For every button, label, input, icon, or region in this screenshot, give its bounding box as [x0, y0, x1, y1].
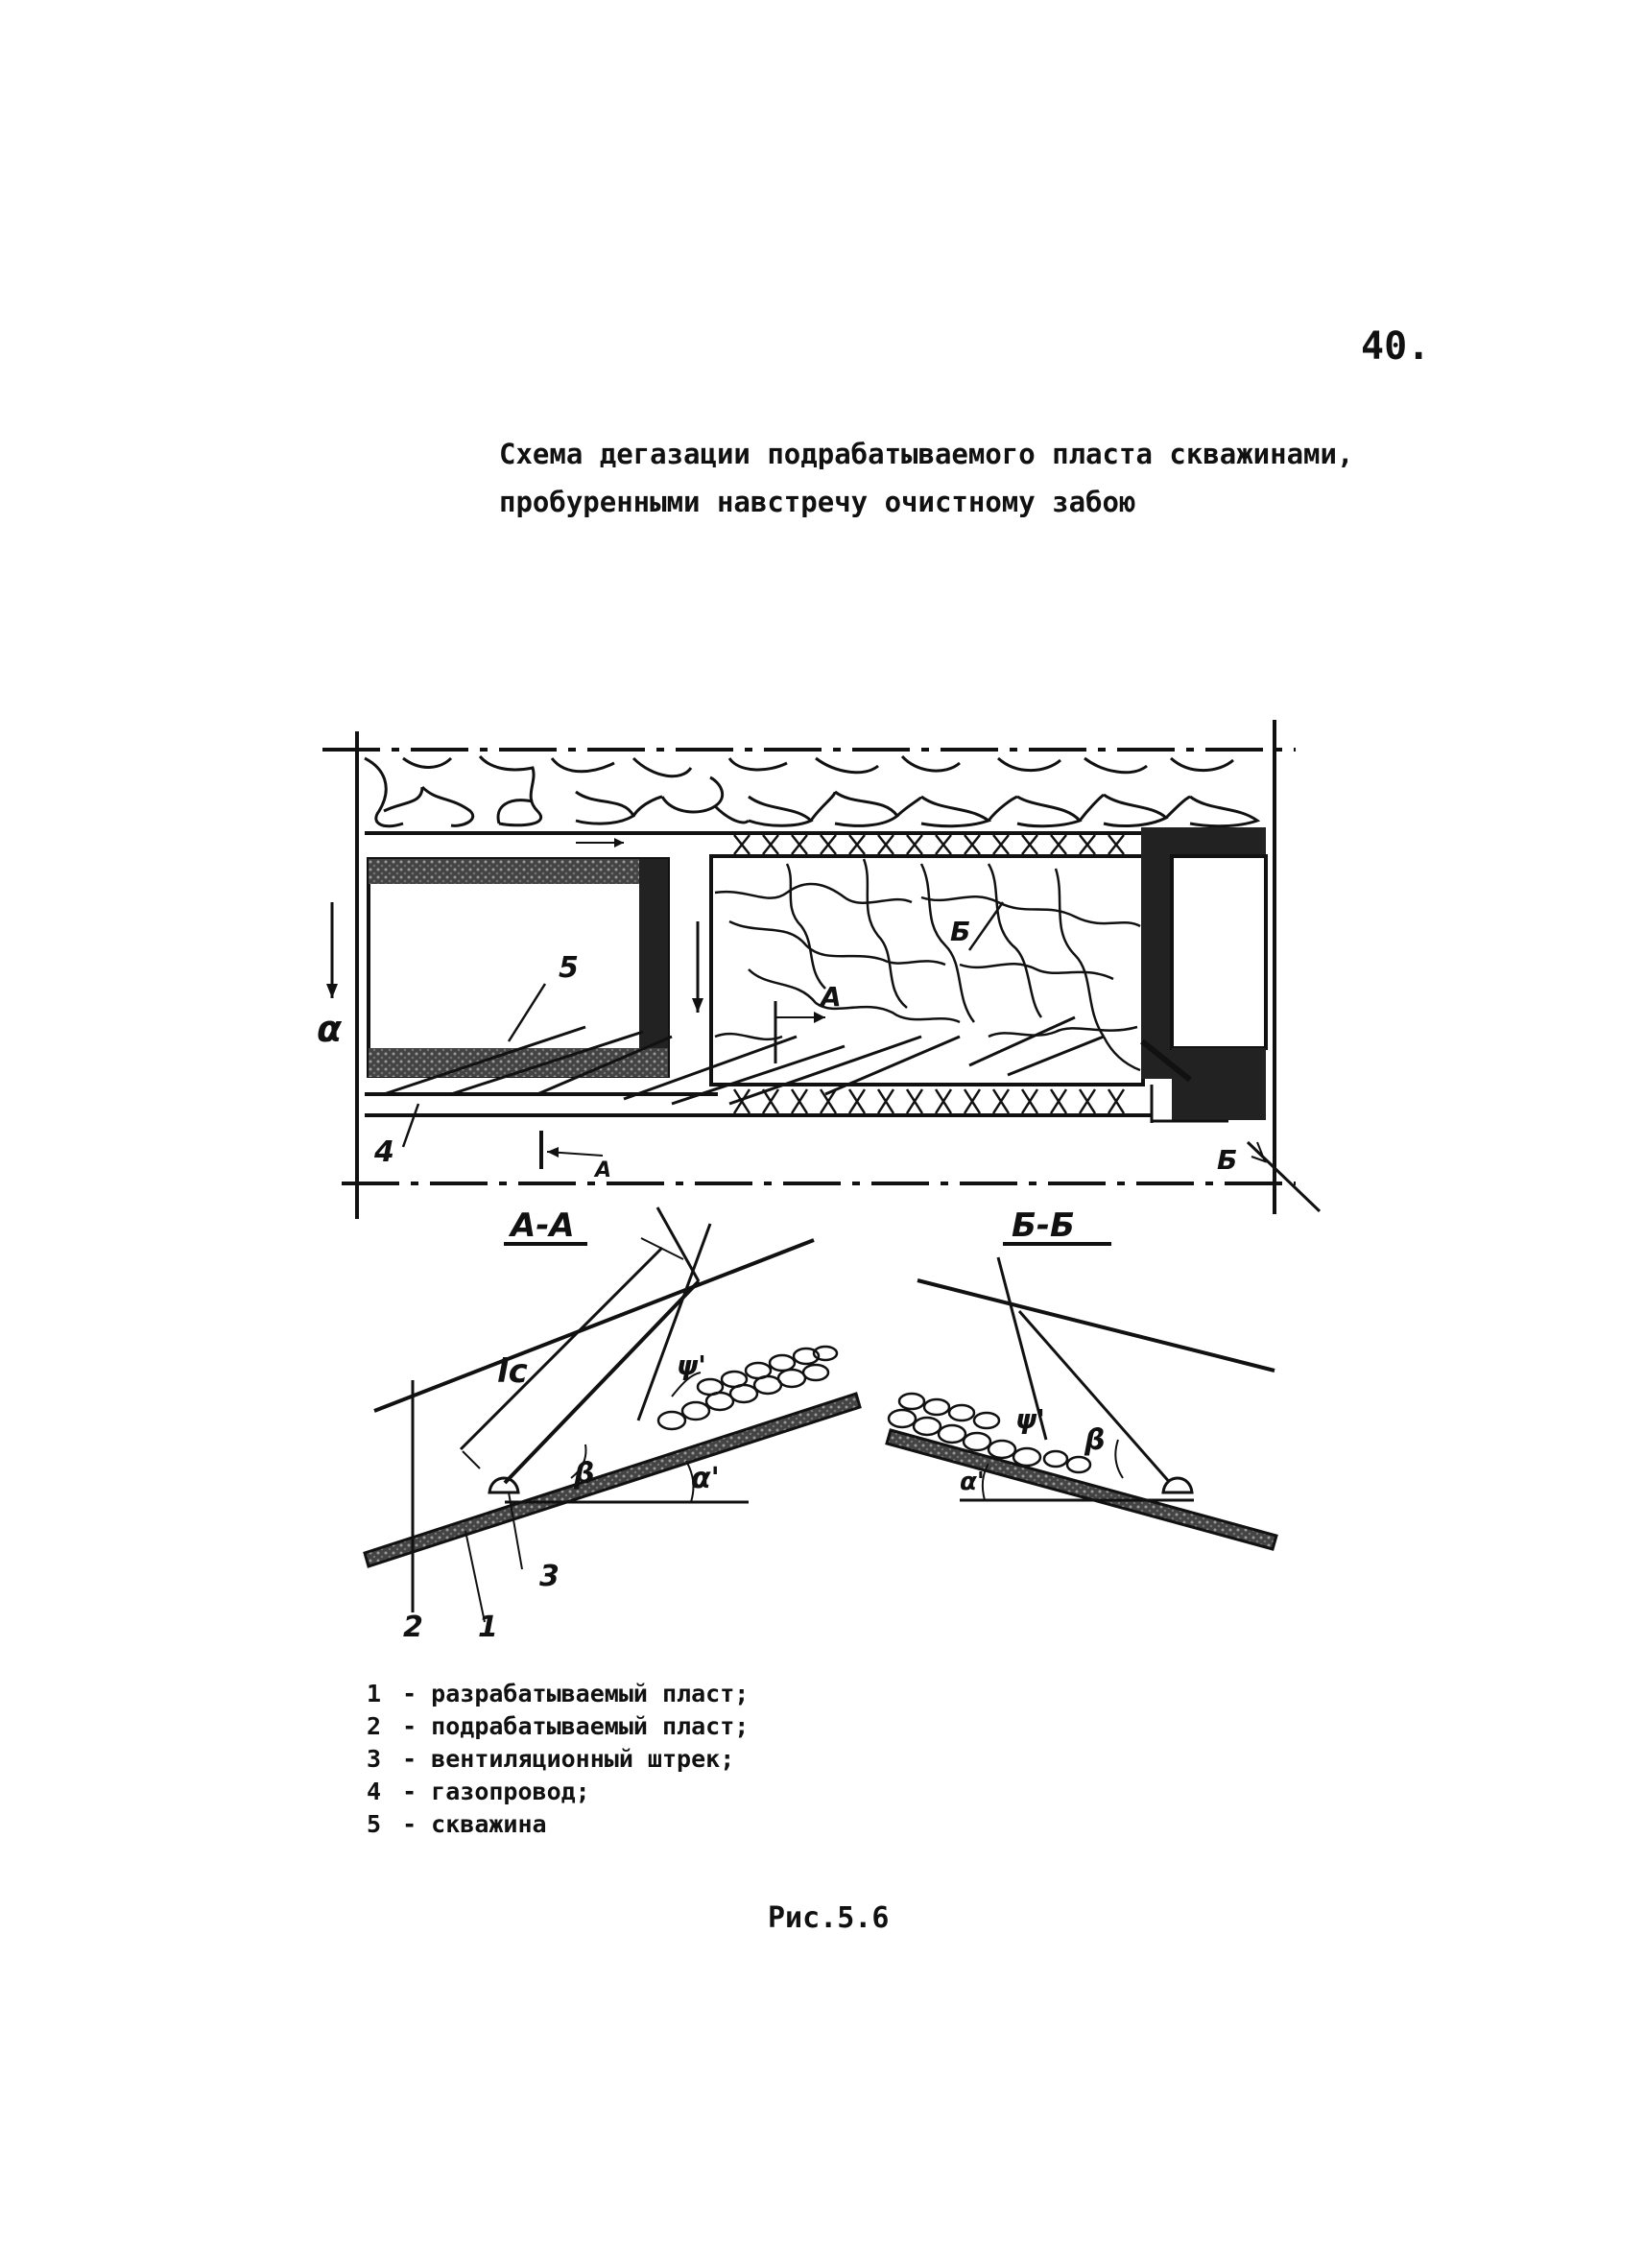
- left-panel-top-hatch: [369, 859, 668, 884]
- aa-roadway: [489, 1478, 518, 1492]
- bb-upper-seam: [917, 1280, 1275, 1371]
- legend-text: - газопровод;: [402, 1778, 590, 1805]
- legend: [367, 1678, 749, 1841]
- right-panel: [1172, 856, 1266, 1048]
- legend-item: [367, 1743, 749, 1776]
- well-label: 5: [559, 951, 579, 985]
- plan-alpha-label: α: [317, 1008, 343, 1050]
- left-panel: [369, 859, 668, 1076]
- aa-lc-label: lc: [497, 1352, 528, 1391]
- aa-psi-label: ψ': [677, 1349, 706, 1381]
- right-face-bottom: [1172, 1048, 1266, 1120]
- section-a-mark-bottom-label: А: [595, 1158, 612, 1182]
- figure-title-line-1: Схема дегазации подрабатываемого пласта скважинами,: [499, 438, 1354, 470]
- bb-psi-label: ψ': [1015, 1403, 1045, 1435]
- section-b-mark-bottom-label: Б: [1217, 1144, 1238, 1176]
- bb-worked-seam: [887, 1430, 1276, 1549]
- aa-beta-label: β: [574, 1457, 595, 1491]
- legend-text: - вентиляционный штрек;: [402, 1745, 735, 1773]
- section-b-mark-label: Б: [950, 916, 971, 947]
- pillar-crosses-bottom: [734, 1089, 1124, 1113]
- aa-label-1: 1: [478, 1611, 498, 1644]
- legend-text: - скважина: [402, 1810, 547, 1838]
- legend-number: 2: [367, 1712, 382, 1740]
- legend-item: [367, 1710, 749, 1743]
- bb-alpha-label: α': [960, 1468, 985, 1496]
- pipeline-label: 4: [374, 1135, 394, 1169]
- legend-text: - подрабатываемый пласт;: [402, 1712, 750, 1740]
- aa-alpha-label: α': [691, 1462, 720, 1495]
- section-bb: [887, 1206, 1276, 1549]
- aa-worked-seam: [365, 1394, 860, 1566]
- figure-caption: Рис.5.6: [768, 1901, 890, 1935]
- figure-title-line-2: пробуренными навстречу очистному забою: [499, 486, 1136, 518]
- page-number: 40.: [1361, 324, 1431, 369]
- legend-item: [367, 1678, 749, 1710]
- aa-label-3: 3: [539, 1560, 560, 1593]
- section-a-mark-label: А: [821, 981, 842, 1013]
- caved-rock-strip: [365, 756, 1257, 826]
- pillar-crosses-top: [734, 835, 1124, 854]
- aa-label-2: 2: [403, 1611, 423, 1644]
- legend-number: 1: [367, 1680, 382, 1707]
- bb-borehole: [1019, 1311, 1179, 1492]
- goaf-crack-pattern: [715, 859, 1140, 1070]
- plan-view: [317, 720, 1320, 1219]
- section-bb-title: Б-Б: [1012, 1206, 1075, 1245]
- legend-number: 5: [367, 1810, 382, 1838]
- legend-item: [367, 1776, 749, 1808]
- section-b-upper-mark: [969, 902, 1003, 950]
- legend-item: [367, 1808, 749, 1841]
- section-b-lower-mark: [1248, 1142, 1320, 1211]
- legend-text: - разрабатываемый пласт;: [402, 1680, 750, 1707]
- bb-beta-label: β: [1084, 1423, 1106, 1457]
- legend-number: 4: [367, 1778, 382, 1805]
- section-aa: [365, 1206, 860, 1644]
- section-aa-title: А-А: [511, 1206, 575, 1245]
- legend-number: 3: [367, 1745, 382, 1773]
